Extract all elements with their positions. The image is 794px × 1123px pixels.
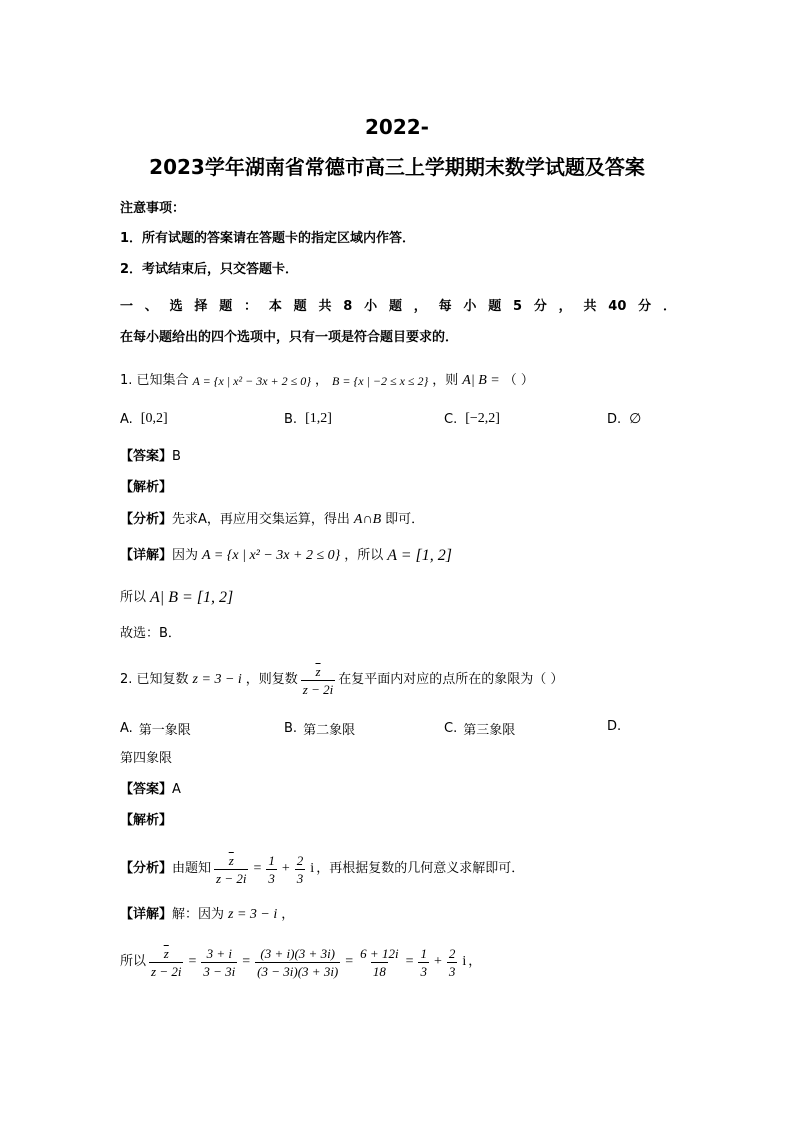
answer-tag: 【答案】: [120, 782, 173, 797]
detail-expr-2: A = [1, 2]: [387, 547, 452, 564]
fraction-denominator: 3: [420, 963, 427, 979]
plus-sign: +: [433, 954, 442, 969]
detail-end: ，: [281, 907, 295, 922]
title-line-2: 2023学年湖南省常德市高三上学期期末数学试题及答案: [149, 155, 645, 179]
calc-fraction-4: [358, 945, 400, 980]
notice-item-2: 2．考试结束后，只交答题卡．: [120, 262, 299, 277]
imaginary-unit: i: [310, 861, 315, 876]
title-line-1: 2022-: [365, 115, 429, 139]
analysis-text: 先求A，再应用交集运算，得出: [172, 512, 350, 527]
fraction-numerator: (3 + i)(3 + 3i): [260, 945, 336, 961]
option-label: D.: [607, 412, 622, 427]
fraction-denominator: 3: [268, 870, 275, 886]
plus-sign: +: [281, 861, 290, 876]
option-value: ∅: [629, 412, 642, 427]
analysis-fraction-real: [266, 852, 277, 887]
option-label: A.: [120, 411, 133, 427]
q1-answer: [120, 448, 181, 466]
calc-fraction-2: [201, 945, 237, 980]
fraction-numerator: $\overline{z}$: [163, 945, 169, 961]
q2-calculation: [120, 938, 481, 986]
equals-sign: =: [188, 954, 197, 969]
q1-conclusion: 故选：B．: [120, 626, 181, 641]
fraction-numerator: 1: [268, 852, 275, 868]
q2-option-d: [607, 719, 621, 734]
detail-text-2: ，所以: [344, 548, 384, 563]
option-label: C.: [444, 411, 458, 427]
q1-option-d: [607, 411, 641, 428]
option-value: 第二象限: [303, 723, 356, 738]
answer-value: A: [172, 782, 181, 797]
q1-detail: [120, 546, 456, 566]
analysis-fraction-z: [214, 852, 248, 887]
q1-ask-prefix: ，则: [432, 373, 459, 388]
analysis-fraction-imag: [295, 852, 306, 887]
fraction-numerator: 2: [296, 852, 304, 868]
q1-analysis: [120, 511, 424, 529]
option-value: 第一象限: [138, 723, 191, 738]
q1-option-c: [444, 411, 500, 427]
q2-analysis-heading: 【解析】: [120, 813, 173, 828]
detail-text: 解：因为: [172, 907, 225, 922]
option-label: B.: [284, 411, 298, 427]
q1-paren: （ ）: [503, 373, 534, 388]
detail-expr-1: A = {x | x² − 3x + 2 ≤ 0}: [202, 548, 341, 563]
q1-result: [120, 588, 237, 608]
option-value: 第三象限: [463, 723, 516, 738]
analysis-post: ，再根据复数的几何意义求解即可．: [316, 861, 525, 876]
q1-option-b: [284, 411, 332, 427]
fraction-numerator: $\overline{z}$: [228, 852, 234, 868]
analysis-expr: A∩B: [353, 512, 382, 527]
q1-stem: [120, 371, 534, 391]
q2-stem-end: 在复平面内对应的点所在的象限为（ ）: [338, 672, 564, 687]
answer-tag: 【答案】: [120, 449, 173, 464]
q2-detail: [120, 906, 294, 924]
q1-stem-prefix: 1. 已知集合: [120, 373, 189, 388]
q2-stem-mid: ，则复数: [245, 672, 298, 687]
q2-analysis: [120, 846, 524, 892]
q2-option-b: [284, 719, 355, 738]
q2-options: [0, 719, 794, 739]
q1-set-b: B = {x | −2 ≤ x ≤ 2}: [332, 374, 429, 388]
fraction-denominator: z − 2i: [151, 963, 182, 979]
fraction-denominator: 18: [372, 963, 386, 979]
detail-expr: z = 3 − i: [228, 907, 278, 922]
fraction-denominator: (3 − 3i)(3 + 3i): [257, 963, 339, 979]
section-instruction: 在每小题给出的四个选项中，只有一项是符合题目要求的．: [120, 330, 459, 345]
analysis-pre: 由题知: [172, 861, 212, 876]
detail-tag: 【详解】: [120, 907, 173, 922]
fraction-denominator: z − 2i: [302, 681, 334, 697]
q2-option-c: [444, 719, 515, 738]
option-value: [0,2]: [140, 411, 168, 426]
section-header: 一、选择题：本题共8小题，每小题5分，共40分．: [120, 299, 676, 314]
equals-sign: =: [345, 954, 354, 969]
option-value: [−2,2]: [465, 411, 500, 426]
fraction-denominator: 3: [448, 963, 456, 979]
q1-comma: ，: [315, 373, 329, 388]
calc-fraction-1: [149, 945, 183, 980]
equals-sign: =: [253, 861, 262, 876]
q1-options: [0, 411, 794, 431]
q1-set-a: A = {x | x² − 3x + 2 ≤ 0}: [192, 374, 312, 388]
q2-stem-fraction: [301, 663, 335, 698]
result-expr: A| B = [1, 2]: [150, 589, 234, 606]
calc-fraction-3: [255, 945, 340, 980]
result-prefix: 所以: [120, 590, 147, 605]
option-label: B.: [284, 721, 298, 736]
fraction-numerator: 3 + i: [206, 945, 233, 961]
q2-answer: [120, 781, 181, 799]
notice-heading: 注意事项：: [120, 201, 186, 216]
equals-sign: =: [242, 954, 251, 969]
q2-z-expr: z = 3 − i: [192, 672, 242, 687]
equals-sign: =: [405, 954, 414, 969]
imaginary-unit: i: [462, 954, 467, 969]
fraction-denominator: 3 − 3i: [203, 963, 236, 979]
option-label: D.: [607, 719, 622, 734]
q2-stem-prefix: 2. 已知复数: [120, 672, 189, 687]
fraction-denominator: 3: [296, 870, 304, 886]
detail-tag: 【详解】: [120, 548, 173, 563]
q1-option-a: [120, 411, 168, 427]
q2-stem: [120, 657, 563, 703]
option-value: [1,2]: [305, 411, 332, 426]
fraction-numerator: 1: [420, 945, 427, 961]
analysis-end: 即可．: [385, 512, 425, 527]
calc-fraction-5: [418, 945, 429, 980]
calc-end: ，: [468, 954, 482, 969]
q2-option-a: [120, 719, 191, 738]
q1-ask-expr: A| B =: [462, 373, 500, 388]
fraction-denominator: z − 2i: [216, 870, 247, 886]
fraction-numerator: 6 + 12i: [360, 945, 399, 961]
analysis-tag: 【分析】: [120, 861, 173, 876]
detail-text-1: 因为: [172, 548, 199, 563]
calc-prefix: 所以: [120, 954, 147, 969]
answer-value: B: [172, 449, 181, 464]
fraction-numerator: 2: [448, 945, 456, 961]
option-label: C.: [444, 721, 458, 736]
q1-analysis-heading: 【解析】: [120, 480, 173, 495]
fraction-numerator: $\overline{z}$: [315, 663, 321, 679]
q2-option-d-value: 第四象限: [120, 751, 173, 766]
option-label: A.: [120, 721, 133, 736]
calc-fraction-6: [447, 945, 458, 980]
notice-item-1: 1．所有试题的答案请在答题卡的指定区域内作答．: [120, 231, 416, 246]
analysis-tag: 【分析】: [120, 512, 173, 527]
